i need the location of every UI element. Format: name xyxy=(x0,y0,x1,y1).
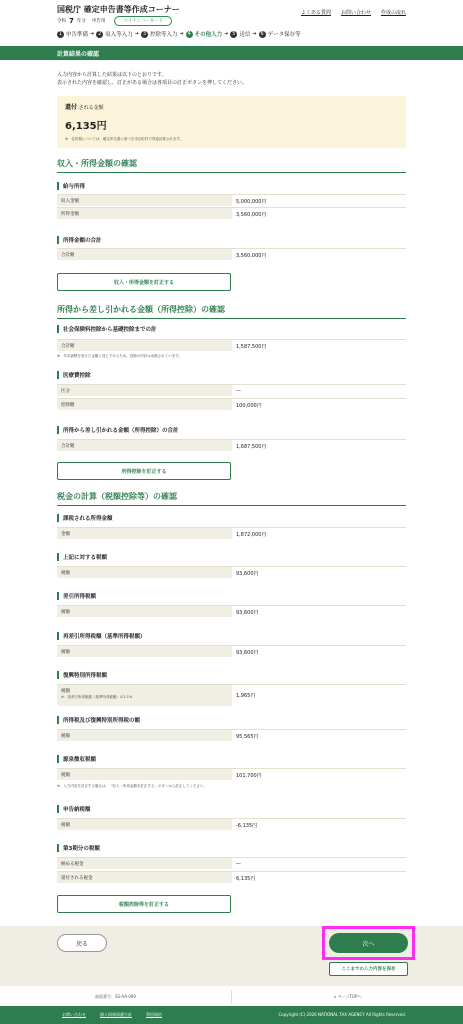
third-period-title: 第3期分の税額 xyxy=(57,844,406,852)
correct-tax-credit-button[interactable]: 税額控除等を訂正する xyxy=(57,895,231,913)
site-footer xyxy=(0,1006,463,1024)
page-title-bar xyxy=(0,46,463,60)
taxable-income-title: 課税される所得金額 xyxy=(57,514,406,522)
withholding-title: 源泉徴収税額 xyxy=(57,755,406,763)
tax-year-line xyxy=(57,16,172,26)
refund-summary xyxy=(57,96,406,148)
site-header xyxy=(0,0,463,46)
step-3: 3 控除等入力 xyxy=(142,31,178,38)
correct-deduction-button[interactable]: 所得控除を訂正する xyxy=(57,462,231,480)
total-income-tax-title: 所得税及び復興特別所得税の額 xyxy=(57,716,406,724)
page-top-link[interactable]: ∧ ページTOPへ xyxy=(333,994,362,999)
mynumber-badge: マイナンバーカード xyxy=(114,16,172,26)
step-2: 2 収入等入力 xyxy=(98,31,133,38)
table-row: 所得金額 3,560,000円 xyxy=(57,207,406,219)
year-suffix: 年分 xyxy=(76,19,86,24)
medical-title: 医療費控除 xyxy=(57,371,406,379)
table-row: 納める税金 — xyxy=(57,857,406,869)
table-row: 合計額 1,587,500円 xyxy=(57,339,406,351)
table-row: 税額 93,600円 xyxy=(57,566,406,578)
filing-type: 申告用 xyxy=(91,19,106,24)
footer-terms-link[interactable]: 利用規約 xyxy=(146,1012,162,1017)
table-row: 税額 93,600円 xyxy=(57,645,406,657)
table-row: 収入金額 5,000,000円 xyxy=(57,194,406,206)
step-5: 5 送信 xyxy=(232,31,251,38)
year-number: 7 xyxy=(69,17,74,25)
arrow-icon: ➔ xyxy=(224,31,229,37)
social-insurance-title: 社会保険料控除から基礎控除までの計 xyxy=(57,325,406,333)
table-row: 税額 101,700円 xyxy=(57,768,406,780)
next-button[interactable]: 次へ xyxy=(329,933,408,953)
table-row: 税額 -6,135円 xyxy=(57,818,406,830)
flow-link[interactable]: 作成の流れ xyxy=(380,10,406,16)
save-progress-button[interactable]: ここまでの入力内容を保存 xyxy=(329,962,408,976)
intro-text: 入力内容から計算した結果は以下のとおりです。 表示された内容を確認し、訂正がある場合は各項目の訂正ボタンを押してください。 xyxy=(57,72,248,86)
withholding-note: ※：入力内容を訂正する場合は、「収入・所得金額を訂正する」ボタンから訂正してください。 xyxy=(57,784,207,788)
tax-section-title: 税金の計算（税額控除等）の確認 xyxy=(57,491,406,506)
refund-amount: 6,135円 xyxy=(65,121,107,132)
income-section-title: 収入・所得金額の確認 xyxy=(57,158,406,173)
table-row: 合計額 3,560,000円 xyxy=(57,248,406,260)
step-1: 1 申告準備 xyxy=(58,31,89,38)
table-row: 還付される税金 6,135円 xyxy=(57,871,406,883)
screen-code: 画面番号：SS-AA-090 xyxy=(0,990,232,1004)
table-row: 税額 ※：再差引所得税額（基準所得税額）の2.1% 1,965円 xyxy=(57,684,406,706)
arrow-icon: ➔ xyxy=(179,31,184,37)
year-prefix: 令和 xyxy=(57,19,66,24)
deduction-total-title: 所得から差し引かれる金額（所得控除）の合計 xyxy=(57,426,406,434)
page-title: 計算結果の確認 xyxy=(57,51,100,58)
footer-contact-link[interactable]: お問い合わせ xyxy=(62,1012,86,1017)
contact-link[interactable]: お問い合わせ xyxy=(340,10,371,16)
tax-amount-title: 上記に対する税額 xyxy=(57,553,406,561)
arrow-icon: ➔ xyxy=(90,31,95,37)
step-4-current: 4 その他入力 xyxy=(187,31,223,38)
refund-label: 還付 される金額 xyxy=(65,104,104,111)
table-row: 合計額 1,687,500円 xyxy=(57,439,406,451)
correct-income-button[interactable]: 収入・所得金額を訂正する xyxy=(57,273,231,291)
refund-note: ※：住民税については、確定申告書に基づき市区町村で別途計算されます。 xyxy=(65,137,184,141)
arrow-icon: ➔ xyxy=(252,31,257,37)
faq-link[interactable]: よくある質問 xyxy=(300,10,331,16)
table-row: 区分 — xyxy=(57,384,406,396)
back-button[interactable]: 戻る xyxy=(57,934,107,952)
table-row: 税額 95,565円 xyxy=(57,729,406,741)
footer-privacy-link[interactable]: 個人情報保護方針 xyxy=(100,1012,132,1017)
footer-links xyxy=(62,1012,162,1018)
net-tax-title: 差引所得税額 xyxy=(57,592,406,600)
table-row: 金額 1,872,000円 xyxy=(57,527,406,539)
header-links xyxy=(301,9,406,16)
progress-steps xyxy=(57,30,301,38)
screen-info xyxy=(0,990,463,1004)
income-total-title: 所得金額の合計 xyxy=(57,236,406,244)
step-6: 6 データ保存等 xyxy=(260,31,301,38)
base-tax-title: 再差引所得税額（基準所得税額） xyxy=(57,632,406,640)
site-title: 国税庁 確定申告書等作成コーナー xyxy=(57,5,180,14)
filing-tax-title: 申告納税額 xyxy=(57,805,406,813)
arrow-icon: ➔ xyxy=(134,31,139,37)
table-row: 税額 93,600円 xyxy=(57,605,406,617)
salary-title: 給与所得 xyxy=(57,182,406,190)
deduction-section-title: 所得から差し引かれる金額（所得控除）の確認 xyxy=(57,304,406,319)
table-row: 控除額 100,000円 xyxy=(57,398,406,410)
navigation-area xyxy=(0,926,463,986)
social-note: ※：年末調整を受けた金額と同じであるため、控除の内訳は省略されています。 xyxy=(57,354,183,358)
copyright: Copyright (C) 2026 NATIONAL TAX AGENCY All Rights Reserved. xyxy=(278,1012,406,1017)
reconstruction-tax-title: 復興特別所得税額 xyxy=(57,671,406,679)
